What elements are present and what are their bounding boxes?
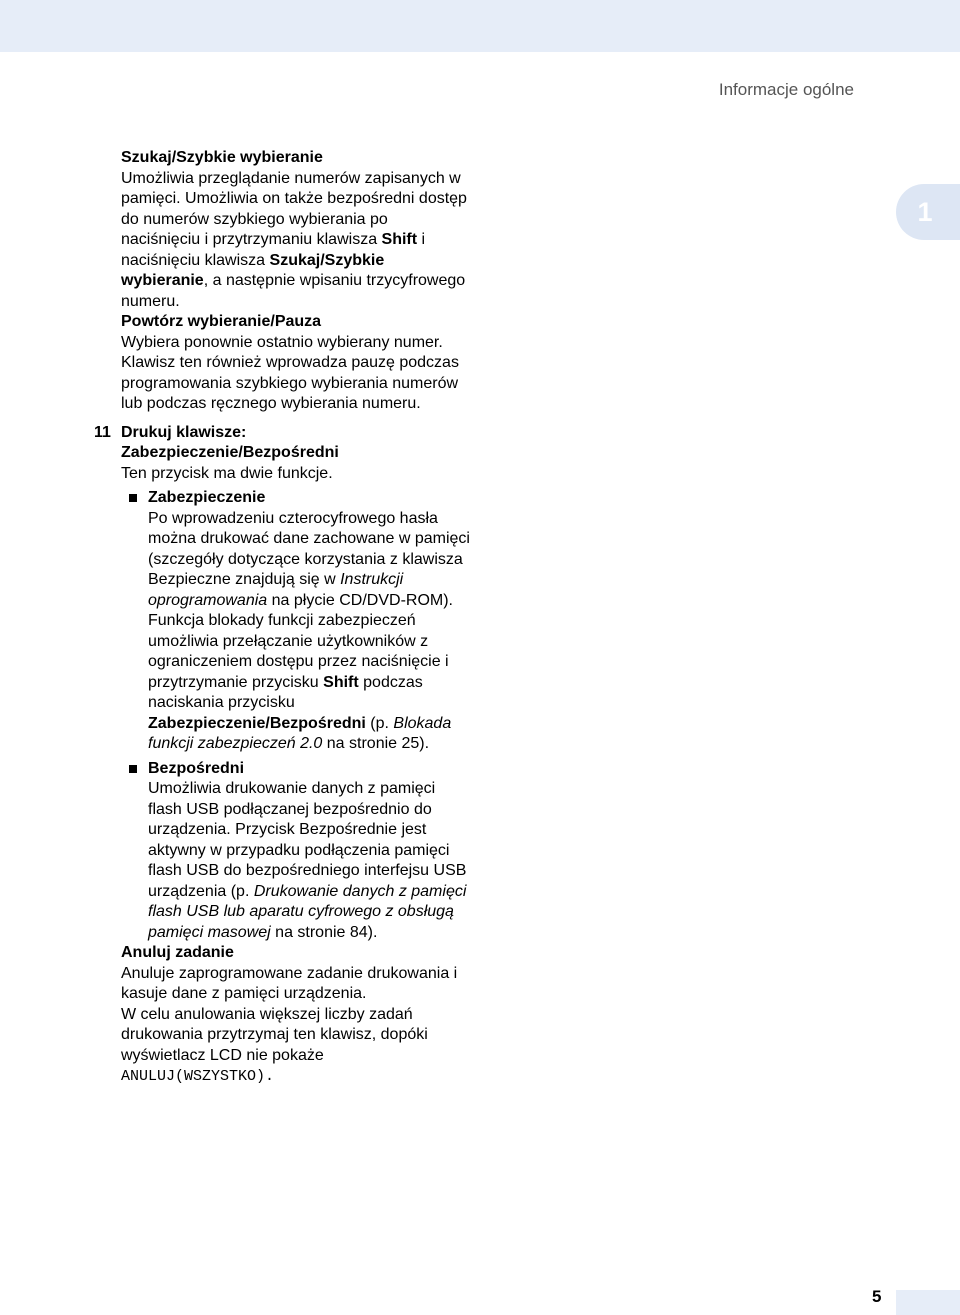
direct-paragraph: Umożliwia drukowanie danych z pamięci flash USB podłączanej bezpośrednio do urządzenia. Przycisk Bezpośrednie jest aktywny w przypadku podłączenia pamięci flash USB do bezpośredniego interfejsu USB urządzenia (p. Drukowanie danych z pamięci flash USB lub aparatu cyfrowego z obsługą pamięci masowej na stronie 84). (148, 780, 467, 941)
secure-paragraph-2: Funkcja blokady funkcji zabezpieczeń umożliwia przełączanie użytkowników z ograniczeniem dostępu przez naciśnięcie i przytrzymanie przycisku Shift podczas naciskania przycisku Zabezpieczenie/Bezpośredni (p. Blokada funkcji zabezpieczeń 2.0 na stronie 25). (148, 612, 452, 752)
page-content (94, 148, 471, 1088)
print-keys-subheading: Zabezpieczenie/Bezpośredni (121, 444, 339, 461)
lcd-message: ANULUJ(WSZYSTKO). (121, 1068, 275, 1085)
page-number: 5 (872, 1287, 882, 1306)
chapter-number: 1 (917, 196, 933, 227)
print-keys-heading: Drukuj klawisze: (121, 423, 247, 441)
top-band (0, 0, 960, 52)
search-description: Umożliwia przeglądanie numerów zapisanych w pamięci. Umożliwia on także bezpośredni dostęp do numerów szybkiego wybierania po naciśnięciu i przytrzymaniu klawisza Shift i naciśnięciu klawisza Szukaj/Szybkie wybieranie, a następnie wpisaniu trzycyfrowego numeru. (121, 169, 467, 310)
bullet-square-icon (129, 494, 137, 502)
redial-heading: Powtórz wybieranie/Pauza (121, 313, 322, 330)
redial-description: Wybiera ponownie ostatnio wybierany numer. Klawisz ten również wprowadza pauzę podczas programowania szybkiego wybierania numerów lub podczas ręcznego wybierania numeru. (121, 333, 459, 412)
step-number: 11 (94, 423, 111, 441)
cancel-paragraph-1: Anuluje zaprogramowane zadanie drukowania i kasuje dane z pamięci urządzenia. (121, 964, 458, 1002)
direct-bullet (121, 759, 471, 944)
step-11 (94, 423, 471, 444)
direct-heading: Bezpośredni (148, 759, 245, 777)
bottom-band (896, 1290, 960, 1315)
secure-bullet (121, 488, 471, 755)
cancel-heading: Anuluj zadanie (121, 944, 234, 961)
cancel-paragraph-2: W celu anulowania większej liczby zadań drukowania przytrzymaj ten klawisz, dopóki wyświetlacz LCD nie pokaże ANULUJ(WSZYSTKO). (121, 1005, 428, 1085)
print-keys-intro: Ten przycisk ma dwie funkcje. (121, 464, 333, 482)
bullet-square-icon (129, 765, 137, 773)
secure-paragraph-1: Po wprowadzeniu czterocyfrowego hasła można drukować dane zachowane w pamięci (szczegóły dotyczące korzystania z klawisza Bezpieczne znajdują się w Instrukcji oprogramowania na płycie CD/DVD-ROM). (148, 509, 470, 609)
secure-heading: Zabezpieczenie (148, 489, 266, 506)
running-head: Informacje ogólne (718, 80, 854, 99)
chapter-tab (896, 184, 960, 240)
search-heading: Szukaj/Szybkie wybieranie (121, 149, 323, 166)
